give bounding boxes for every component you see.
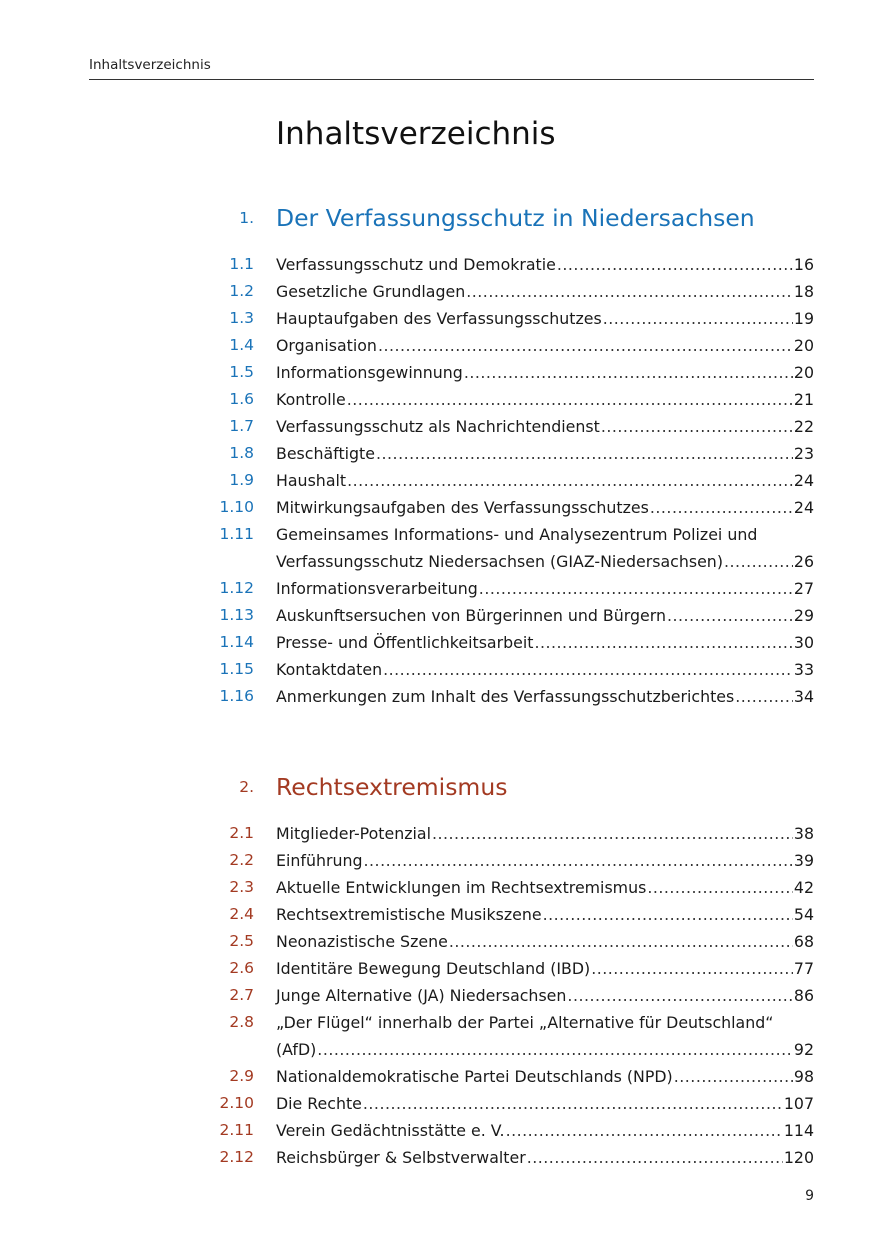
toc-entry-number: 2.6	[229, 959, 254, 977]
dot-leader	[724, 548, 793, 575]
toc-entry-number: 1.4	[229, 336, 254, 354]
toc-entry-title: Die Rechte	[276, 1094, 362, 1113]
header-rule	[89, 79, 814, 80]
dot-leader	[534, 629, 792, 656]
toc-entry-number: 1.14	[219, 633, 254, 651]
toc-entry-title: Kontaktdaten	[276, 660, 383, 679]
toc-entry[interactable]	[0, 656, 875, 683]
toc-entry-page: 20	[793, 363, 814, 382]
toc-entry[interactable]	[0, 494, 875, 521]
dot-leader	[466, 278, 793, 305]
toc-entry-title: Identitäre Bewegung Deutschland (IBD)	[276, 959, 591, 978]
toc-entry-page: 42	[793, 878, 814, 897]
dot-leader	[376, 440, 793, 467]
toc-entry-number: 2.9	[229, 1067, 254, 1085]
dot-leader	[567, 982, 792, 1009]
toc-entry-page: 107	[783, 1094, 814, 1113]
toc-entry-page: 114	[783, 1121, 814, 1140]
dot-leader	[557, 251, 793, 278]
chapter-section-1	[0, 196, 875, 710]
toc-entry-title: Reichsbürger & Selbstverwalter	[276, 1148, 526, 1167]
dot-leader	[601, 413, 793, 440]
dot-leader	[432, 820, 793, 847]
toc-entry[interactable]	[0, 901, 875, 928]
toc-entry[interactable]	[0, 1117, 875, 1144]
dot-leader	[464, 359, 793, 386]
toc-entry-page: 39	[793, 851, 814, 870]
toc-entry-number: 2.2	[229, 851, 254, 869]
toc-entry[interactable]	[0, 251, 875, 278]
toc-entry-number: 1.15	[219, 660, 254, 678]
toc-entry-page: 77	[793, 959, 814, 978]
toc-entry-title: Hauptaufgaben des Verfassungsschutzes	[276, 309, 602, 328]
toc-entry-page: 16	[793, 255, 814, 274]
toc-entry-number: 1.11	[219, 525, 254, 543]
dot-leader	[364, 847, 793, 874]
toc-entry[interactable]	[0, 413, 875, 440]
toc-entry[interactable]	[0, 820, 875, 847]
toc-entry[interactable]	[0, 874, 875, 901]
toc-entry-page: 24	[793, 498, 814, 517]
toc-entry-page: 92	[793, 1040, 814, 1059]
toc-entry-page: 86	[793, 986, 814, 1005]
toc-entry-number: 2.3	[229, 878, 254, 896]
toc-entry-title: Junge Alternative (JA) Niedersachsen	[276, 986, 567, 1005]
dot-leader	[363, 1090, 783, 1117]
toc-entry[interactable]	[0, 1063, 875, 1090]
dot-leader	[527, 1144, 783, 1171]
toc-entry-page: 20	[793, 336, 814, 355]
toc-entry[interactable]	[0, 683, 875, 710]
toc-entry-title: Presse- und Öffentlichkeitsarbeit	[276, 633, 534, 652]
toc-entry-title: Informationsgewinnung	[276, 363, 463, 382]
toc-entry-title: Gemeinsames Informations- und Analysezentrum Polizei und	[276, 525, 758, 544]
toc-entry-title: Einführung	[276, 851, 363, 870]
toc-entry-number: 1.13	[219, 606, 254, 624]
toc-entry[interactable]	[0, 955, 875, 982]
toc-entry-number: 1.12	[219, 579, 254, 597]
toc-entry-page: 34	[793, 687, 814, 706]
dot-leader	[347, 386, 793, 413]
toc-entry-number: 1.16	[219, 687, 254, 705]
toc-entry[interactable]	[0, 928, 875, 955]
dot-leader	[543, 901, 793, 928]
toc-entry-title: „Der Flügel“ innerhalb der Partei „Alternative für Deutschland“	[276, 1013, 774, 1032]
running-header: Inhaltsverzeichnis	[89, 57, 211, 73]
toc-entry-number: 1.6	[229, 390, 254, 408]
dot-leader	[735, 683, 793, 710]
toc-entry-title: Beschäftigte	[276, 444, 375, 463]
toc-entry-page: 26	[793, 552, 814, 571]
toc-entry-list	[0, 820, 875, 1171]
toc-entry[interactable]	[0, 359, 875, 386]
chapter-number: 1.	[239, 209, 254, 227]
toc-entry-title: Verfassungsschutz Niedersachsen (GIAZ-Niedersachsen)	[276, 552, 723, 571]
dot-leader	[506, 1117, 783, 1144]
toc-entry-title: Verein Gedächtnisstätte e. V.	[276, 1121, 505, 1140]
toc-entry-title: Verfassungsschutz und Demokratie	[276, 255, 556, 274]
toc-entry-number: 2.7	[229, 986, 254, 1004]
toc-entry[interactable]	[0, 847, 875, 874]
toc-entry-page: 24	[793, 471, 814, 490]
dot-leader	[378, 332, 793, 359]
toc-entry-number: 1.7	[229, 417, 254, 435]
toc-entry-page: 33	[793, 660, 814, 679]
dot-leader	[479, 575, 793, 602]
toc-entry-page: 22	[793, 417, 814, 436]
toc-entry-page: 68	[793, 932, 814, 951]
toc-entry[interactable]	[0, 575, 875, 602]
toc-entry-page: 18	[793, 282, 814, 301]
toc-entry-number: 2.1	[229, 824, 254, 842]
chapter-section-2	[0, 765, 875, 1171]
toc-entry-page: 19	[793, 309, 814, 328]
toc-entry[interactable]	[0, 982, 875, 1009]
dot-leader	[383, 656, 793, 683]
toc-entry-title: (AfD)	[276, 1040, 317, 1059]
dot-leader	[650, 494, 793, 521]
toc-entry-title: Neonazistische Szene	[276, 932, 448, 951]
toc-entry-page: 21	[793, 390, 814, 409]
toc-entry[interactable]	[0, 629, 875, 656]
toc-entry[interactable]	[0, 467, 875, 494]
page-title: Inhaltsverzeichnis	[276, 116, 556, 152]
toc-entry[interactable]	[0, 386, 875, 413]
toc-entry-title: Verfassungsschutz als Nachrichtendienst	[276, 417, 600, 436]
toc-entry-number: 1.10	[219, 498, 254, 516]
toc-entry-title: Organisation	[276, 336, 377, 355]
toc-entry[interactable]	[0, 602, 875, 629]
chapter-title: Rechtsextremismus	[276, 773, 508, 801]
toc-entry-number: 1.1	[229, 255, 254, 273]
toc-entry[interactable]	[0, 440, 875, 467]
dot-leader	[647, 874, 793, 901]
toc-entry-title: Anmerkungen zum Inhalt des Verfassungsschutzberichtes	[276, 687, 735, 706]
dot-leader	[674, 1063, 793, 1090]
toc-entry-title: Mitwirkungsaufgaben des Verfassungsschutzes	[276, 498, 649, 517]
toc-entry-number: 2.10	[219, 1094, 254, 1112]
toc-entry-page: 54	[793, 905, 814, 924]
toc-entry-title: Aktuelle Entwicklungen im Rechtsextremismus	[276, 878, 647, 897]
toc-entry-number: 2.5	[229, 932, 254, 950]
dot-leader	[347, 467, 793, 494]
toc-entry-title: Auskunftsersuchen von Bürgerinnen und Bürgern	[276, 606, 666, 625]
toc-entry-title: Nationaldemokratische Partei Deutschlands (NPD)	[276, 1067, 673, 1086]
toc-entry[interactable]	[0, 521, 875, 575]
toc-entry-number: 2.4	[229, 905, 254, 923]
toc-entry-number: 2.11	[219, 1121, 254, 1139]
toc-entry-title: Rechtsextremistische Musikszene	[276, 905, 542, 924]
toc-entry[interactable]	[0, 332, 875, 359]
toc-entry-number: 2.12	[219, 1148, 254, 1166]
page-number: 9	[805, 1188, 814, 1204]
dot-leader	[667, 602, 793, 629]
toc-entry-title: Haushalt	[276, 471, 347, 490]
toc-entry-number: 1.8	[229, 444, 254, 462]
toc-entry-number: 1.3	[229, 309, 254, 327]
toc-entry-list	[0, 251, 875, 710]
toc-entry-title: Informationsverarbeitung	[276, 579, 478, 598]
toc-entry[interactable]	[0, 1009, 875, 1063]
dot-leader	[449, 928, 793, 955]
toc-entry-page: 23	[793, 444, 814, 463]
toc-entry-page: 38	[793, 824, 814, 843]
chapter-heading[interactable]	[0, 196, 875, 240]
toc-entry-number: 2.8	[229, 1013, 254, 1031]
chapter-title: Der Verfassungsschutz in Niedersachsen	[276, 204, 755, 232]
toc-entry[interactable]	[0, 305, 875, 332]
toc-entry-number: 1.9	[229, 471, 254, 489]
toc-entry-page: 98	[793, 1067, 814, 1086]
toc-entry-page: 27	[793, 579, 814, 598]
dot-leader	[603, 305, 793, 332]
toc-entry-title: Gesetzliche Grundlagen	[276, 282, 466, 301]
toc-entry-title: Mitglieder-Potenzial	[276, 824, 431, 843]
toc-entry-number: 1.2	[229, 282, 254, 300]
toc-entry-page: 30	[793, 633, 814, 652]
toc-entry[interactable]	[0, 278, 875, 305]
toc-entry-title: Kontrolle	[276, 390, 346, 409]
chapter-number: 2.	[239, 778, 254, 796]
toc-entry-page: 29	[793, 606, 814, 625]
toc-entry-number: 1.5	[229, 363, 254, 381]
toc-entry[interactable]	[0, 1144, 875, 1171]
toc-entry[interactable]	[0, 1090, 875, 1117]
dot-leader	[591, 955, 793, 982]
chapter-heading[interactable]	[0, 765, 875, 809]
dot-leader	[317, 1036, 793, 1063]
toc-entry-page: 120	[783, 1148, 814, 1167]
